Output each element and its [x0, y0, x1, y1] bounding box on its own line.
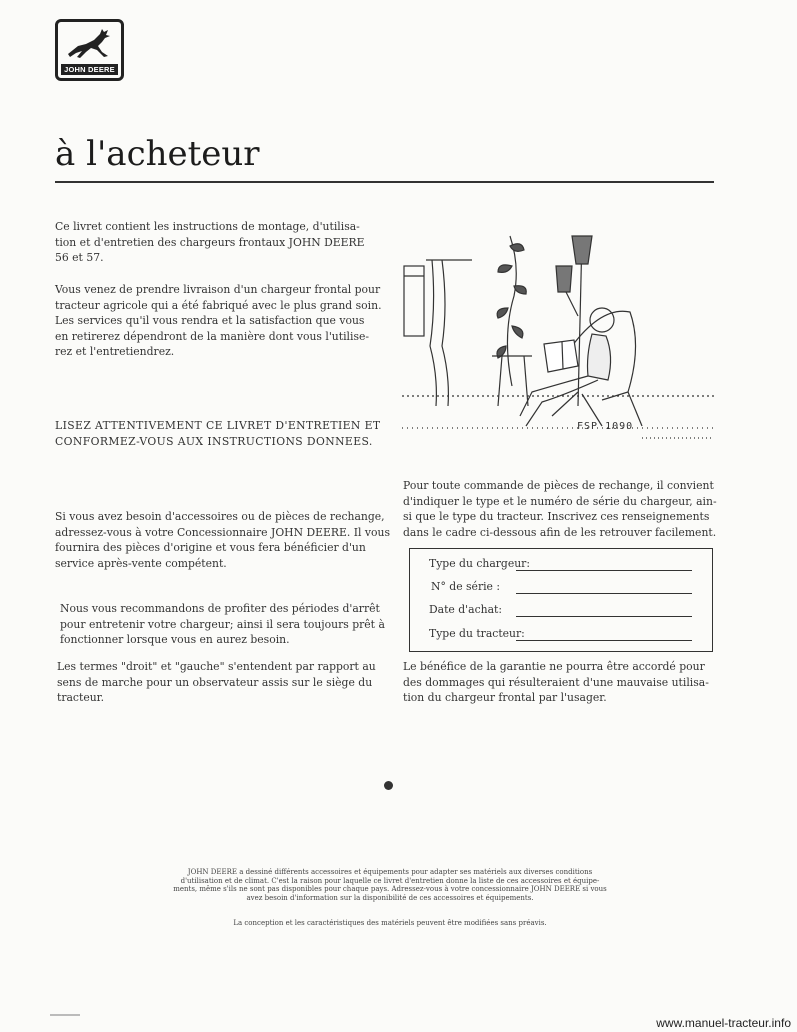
page-title: à l'acheteur [55, 134, 260, 174]
text-line: en retirerez dépendront de la manière dont vous l'utilise- [55, 329, 370, 343]
form-label: Type du chargeur: [429, 557, 530, 570]
form-row-loader-type[interactable] [410, 557, 712, 573]
text-line: fournira des pièces d'origine et vous fera bénéficier d'un [55, 541, 366, 554]
text-line: ments, même s'ils ne sont pas disponibles pour chaque pays. Adressez-vous à votre concessionnaire JOHN DEERE si vous [173, 885, 607, 894]
warranty-paragraph [403, 659, 709, 706]
text-line: Les termes "droit" et "gauche" s'entendent par rapport au [57, 660, 376, 673]
text-line: Pour toute commande de pièces de rechange, il convient [403, 479, 714, 492]
text-line: des dommages qui résulteraient d'une mauvaise utilisa- [403, 675, 709, 689]
text-line: Si vous avez besoin d'accessoires ou de pièces de rechange, [55, 510, 385, 523]
footer-notice [150, 868, 630, 902]
form-blank-line[interactable] [516, 570, 692, 571]
footer-note: La conception et les caractéristiques des matériels peuvent être modifiées sans préavis. [233, 919, 547, 927]
text-line: Nous vous recommandons de profiter des périodes d'arrêt [60, 602, 380, 615]
form-row-purchase-date[interactable] [410, 603, 712, 619]
text-line: rez et l'entretiendrez. [55, 345, 175, 358]
text-line: tion du chargeur frontal par l'usager. [403, 691, 607, 704]
form-label: Date d'achat: [429, 603, 502, 616]
form-blank-line[interactable] [516, 640, 692, 641]
text-line: 56 et 57. [55, 251, 104, 264]
figure-code: FSP 1090 [577, 421, 634, 432]
text-line: CONFORMEZ-VOUS AUX INSTRUCTIONS DONNEES. [55, 434, 373, 448]
text-line: adressez-vous à votre Concessionnaire JOHN DEERE. Il vous [55, 525, 391, 539]
page-edge-mark [50, 1014, 80, 1016]
text-line: JOHN DEERE a dessiné différents accessoires et équipements pour adapter ses matériels aux diverses conditions [187, 868, 593, 876]
form-blank-line[interactable] [516, 593, 692, 594]
reader-armchair-drawing [402, 216, 714, 442]
parts-order-paragraph [403, 478, 717, 540]
form-blank-line[interactable] [516, 616, 692, 617]
text-line: si que le type du tracteur. Inscrivez ces renseignements [403, 510, 710, 523]
text-line: sens de marche pour un observateur assis sur le siège du [57, 675, 373, 689]
warning-paragraph [55, 418, 380, 449]
logo-text: JOHN DEERE [61, 64, 118, 75]
text-line: Ce livret contient les instructions de montage, d'utilisa- [55, 220, 360, 233]
title-rule [55, 181, 714, 183]
leaping-deer-icon [64, 26, 115, 62]
intro-paragraph [55, 219, 365, 266]
text-line: tracteur agricole qui a été fabriqué avec le plus grand soin. [55, 298, 382, 312]
text-line: tion et d'entretien des chargeurs frontaux JOHN DEERE [55, 235, 365, 249]
accessories-paragraph [55, 509, 390, 571]
form-label: N° de série : [431, 580, 501, 593]
text-line: Les services qu'il vous rendra et la satisfaction que vous [55, 314, 365, 327]
delivery-paragraph [55, 282, 382, 360]
terms-paragraph [57, 659, 376, 706]
text-line: d'indiquer le type et le numéro de série du chargeur, ain- [403, 494, 717, 508]
text-line: fonctionner lorsque vous en aurez besoin. [60, 633, 290, 646]
text-line: Vous venez de prendre livraison d'un chargeur frontal pour [55, 283, 381, 296]
reading-man-illustration [402, 216, 714, 442]
form-row-serial-number[interactable] [410, 580, 712, 596]
periods-paragraph [60, 601, 385, 648]
form-row-tractor-type[interactable] [410, 627, 712, 643]
text-line: tracteur. [57, 691, 105, 704]
john-deere-logo [55, 19, 124, 81]
text-line: pour entretenir votre chargeur; ainsi il sera toujours prêt à [60, 617, 385, 631]
text-line: d'utilisation et de climat. C'est la raison pour laquelle ce livret d'entretien donne la liste de ces accessoires et équipe- [180, 876, 600, 885]
section-bullet [384, 781, 393, 790]
owner-info-form [409, 548, 713, 652]
form-label: Type du tracteur: [429, 627, 525, 640]
text-line: dans le cadre ci-dessous afin de les retrouver facilement. [403, 525, 717, 539]
text-line: LISEZ ATTENTIVEMENT CE LIVRET D'ENTRETIEN ET [55, 419, 381, 432]
text-line: service après-vente compétent. [55, 556, 227, 570]
site-watermark[interactable]: www.manuel-tracteur.info [656, 1016, 791, 1030]
text-line: Le bénéfice de la garantie ne pourra être accordé pour [403, 660, 705, 673]
text-line: avez besoin d'information sur la disponibilité de ces accessoires et équipements. [246, 893, 534, 902]
